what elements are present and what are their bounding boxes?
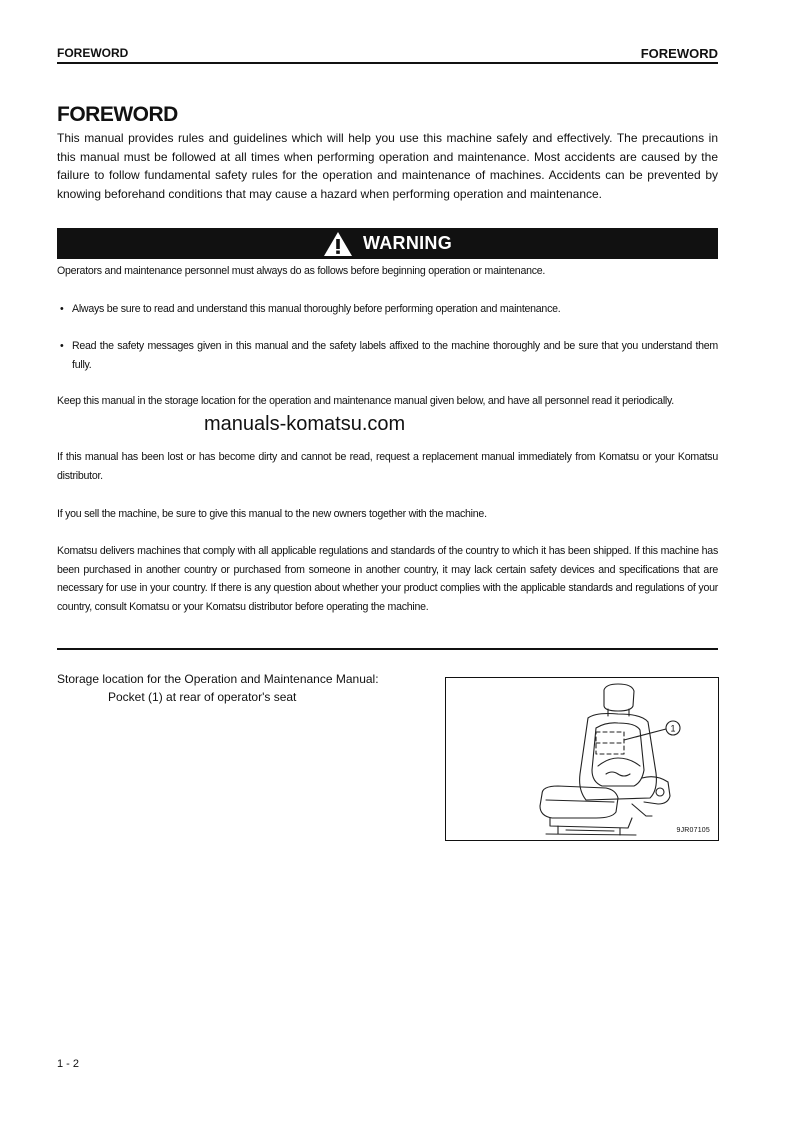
header-rule	[57, 62, 718, 64]
warning-label: WARNING	[362, 233, 453, 253]
figure-callout-number: 1	[670, 723, 676, 734]
page-number: 1 - 2	[57, 1058, 80, 1070]
komatsu-compliance-paragraph: Komatsu delivers machines that comply with all applicable regulations and standards of the country to which it has been shipped. If this machine has been purchased in another country or purchased from someone in another country, it may lack certain safety devices and specifications that are necessary for use in your country. If there is any question about whether your product complies with the applicable standards and regulations of your country, consult Komatsu or your Komatsu distributor before operating the machine.	[57, 545, 718, 613]
bullet-text: Always be sure to read and understand this manual thoroughly before performing operation and maintenance.	[72, 303, 561, 315]
figure-code: 9JR07105	[676, 827, 710, 834]
bullet-dot: •	[60, 340, 64, 352]
header-section-right: FOREWORD	[640, 46, 718, 61]
header-section-left: FOREWORD	[57, 46, 129, 60]
watermark-text: manuals-komatsu.com	[204, 413, 406, 435]
intro-paragraph: This manual provides rules and guidelines which will help you use this machine safely and effectively. The precautions in this manual must be followed at all times when performing operation and maintenance. Most accidents are caused by the failure to follow fundamental safety rules for the operation and maintenance of machines. Accidents can be prevented by knowing beforehand conditions that may cause a hazard when performing operation and maintenance.	[57, 131, 718, 201]
keep-manual-paragraph: Keep this manual in the storage location for the operation and maintenance manual given below, and have all personnel read it periodically.	[57, 395, 674, 407]
operator-seat-figure	[445, 677, 719, 841]
storage-location-heading: Storage location for the Operation and Maintenance Manual:	[57, 672, 379, 686]
lost-manual-paragraph: If this manual has been lost or has become dirty and cannot be read, request a replacement manual immediately from Komatsu or your Komatsu distributor.	[57, 451, 718, 482]
warning-triangle-icon	[323, 231, 353, 257]
storage-location-detail: Pocket (1) at rear of operator's seat	[108, 690, 297, 704]
page-title: FOREWORD	[57, 103, 178, 126]
bullet-text: Read the safety messages given in this manual and the safety labels affixed to the machine thoroughly and be sure that you understand them fully.	[72, 340, 718, 371]
sell-machine-paragraph: If you sell the machine, be sure to give this manual to the new owners together with the machine.	[57, 508, 487, 520]
bullet-dot: •	[60, 303, 64, 315]
section-rule	[57, 648, 718, 650]
operator-seat-illustration	[446, 678, 718, 840]
warning-banner	[57, 228, 718, 259]
warning-lead: Operators and maintenance personnel must always do as follows before beginning operation or maintenance.	[57, 265, 546, 277]
